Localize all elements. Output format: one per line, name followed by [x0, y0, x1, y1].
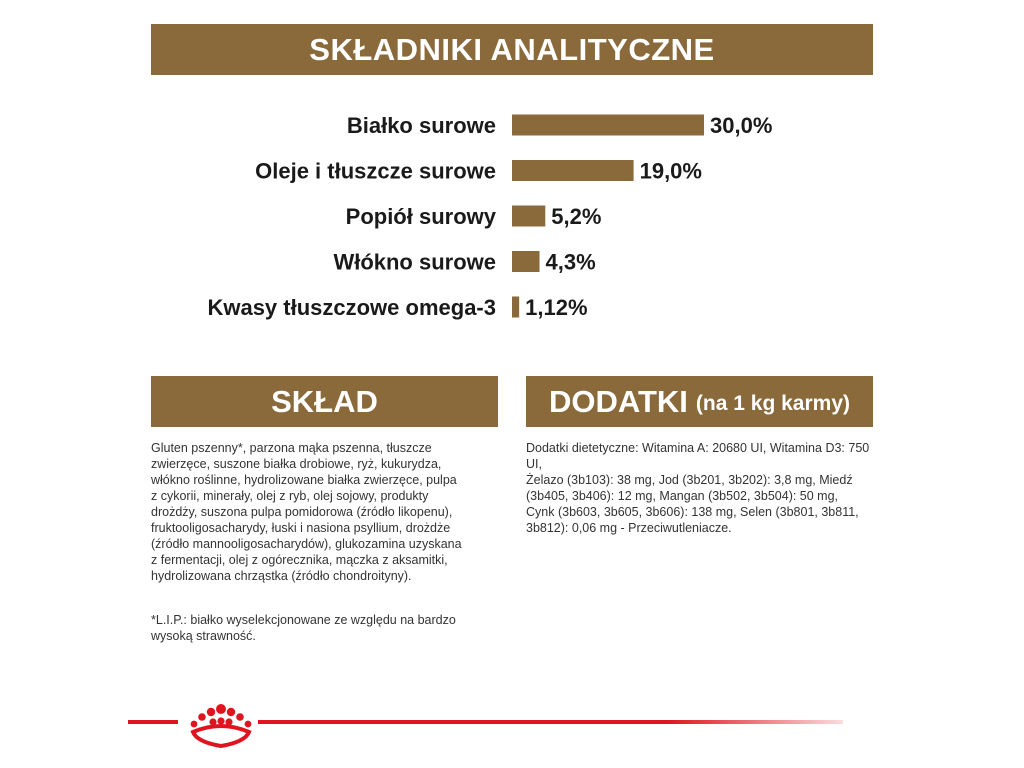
bar — [512, 115, 704, 136]
footer-line-right — [258, 720, 843, 724]
crown-logo-icon — [183, 702, 259, 752]
category-label: Włókno surowe — [333, 249, 496, 275]
bar — [512, 297, 519, 318]
bar — [512, 160, 634, 181]
category-label: Oleje i tłuszcze surowe — [255, 158, 496, 184]
bar — [512, 251, 540, 272]
category-label: Kwasy tłuszczowe omega-3 — [207, 295, 496, 320]
additives-title: DODATKI — [549, 383, 688, 419]
bar — [512, 206, 545, 227]
composition-banner — [151, 376, 498, 427]
analytical-constituents-title: SKŁADNIKI ANALITYCZNE — [309, 31, 715, 67]
value-label: 5,2% — [551, 204, 602, 229]
category-label: Popiół surowy — [345, 204, 496, 229]
value-label: 4,3% — [545, 249, 596, 275]
value-label: 30,0% — [710, 113, 773, 138]
composition-text: Gluten pszenny*, parzona mąka pszenna, tłuszcze zwierzęce, suszone białka drobiowe, ryż, kukurydza, włókno roślinne, hydrolizowane białka zwierzęce, pulpa z cykorii, minerały, olej z ryb, olej sojowy, produkty drożdży, suszona pulpa pomidorowa (źródło likopenu), fruktooligosacharydy, łuski i nasiona psyllium, drożdże (źródło mannooligosacharydów), glukozamina uzyskana z fermentacji, olej z ogórecznika, mączka z aksamitki, hydrolizowana chrząstka (źródło chondroityny). — [151, 441, 462, 583]
analytical-constituents-banner — [151, 24, 873, 75]
footer-line-left — [128, 720, 178, 724]
value-label: 19,0% — [639, 158, 702, 184]
additives-banner — [526, 376, 873, 427]
composition-footnote: *L.I.P.: białko wyselekcjonowane ze względu na bardzo wysoką strawność. — [151, 613, 456, 643]
analytical-constituents-chart — [0, 95, 1024, 335]
additives-subtitle: (na 1 kg karmy) — [695, 391, 850, 415]
composition-title: SKŁAD — [271, 383, 378, 419]
value-label: 1,12% — [525, 295, 588, 320]
category-label: Białko surowe — [346, 113, 496, 138]
additives-text: Dodatki dietetyczne: Witamina A: 20680 UI, Witamina D3: 750 UI, Żelazo (3b103): 38 mg, Jod (3b201, 3b202): 3,8 mg, Miedź (3b405, 3b406): 12 mg, Mangan (3b502, 3b504): 50 mg, Cynk (3b603, 3b605, 3b606): 138 mg, Selen (3b801, 3b811, 3b812): 0,06 mg - Przeciwutleniacze. — [526, 441, 870, 535]
